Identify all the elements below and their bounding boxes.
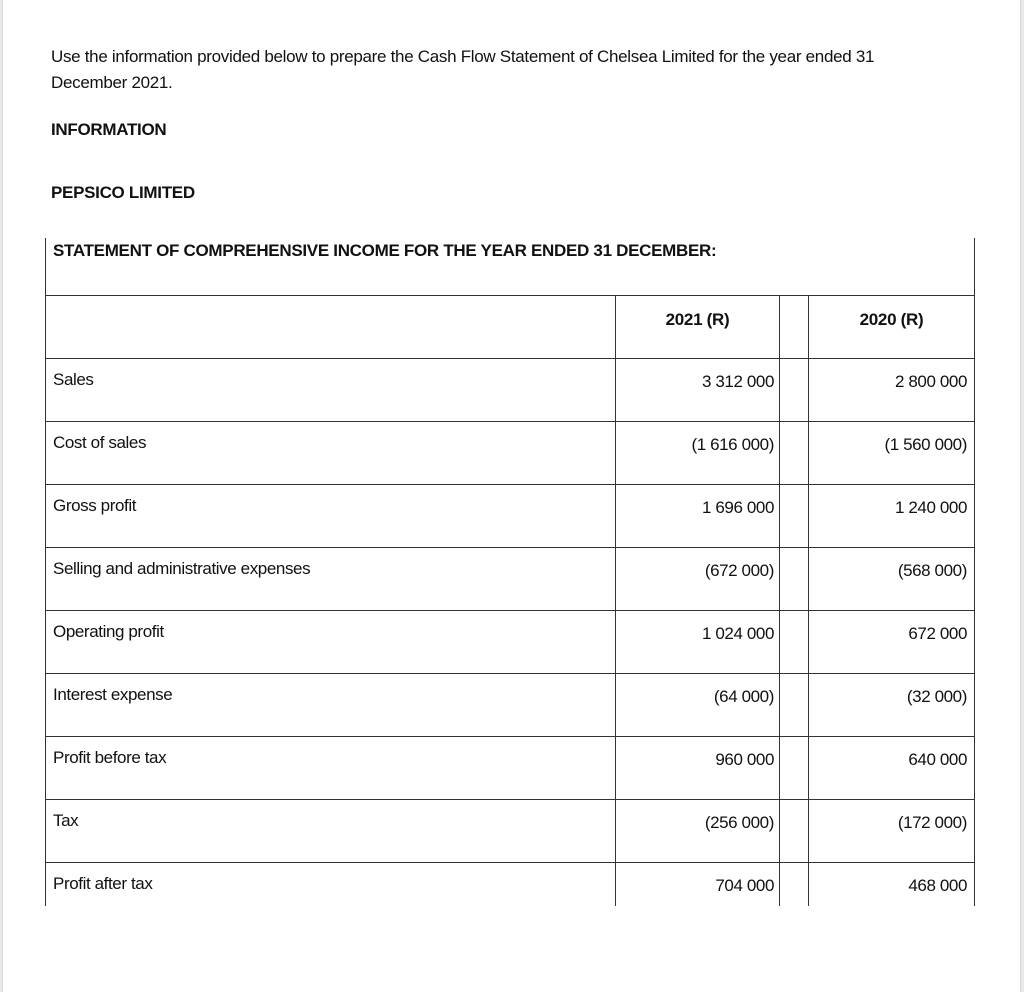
value-2021: 704 000 <box>715 876 774 895</box>
value-2021: 1 024 000 <box>701 624 774 643</box>
row-label: Sales <box>53 370 94 389</box>
value-2021: (672 000) <box>704 561 774 580</box>
column-header-2020: 2020 (R) <box>859 310 924 329</box>
value-2021: (256 000) <box>704 813 774 832</box>
value-2021: (64 000) <box>713 687 774 706</box>
instructions-line-1: Use the information provided below to prepare the Cash Flow Statement of Chelsea Limited for the year ended 31 <box>51 47 875 66</box>
value-2020: (32 000) <box>906 687 967 706</box>
instructions-line-2: December 2021. <box>51 73 173 92</box>
value-2020: (1 560 000) <box>884 435 967 454</box>
income-statement-table <box>45 238 975 906</box>
value-2020: (568 000) <box>897 561 967 580</box>
information-heading: INFORMATION <box>51 120 167 139</box>
value-2020: 640 000 <box>908 750 967 769</box>
row-divider <box>45 358 975 359</box>
instructions-paragraph <box>51 44 911 96</box>
column-header-2021: 2021 (R) <box>665 310 730 329</box>
document-page <box>2 0 1021 992</box>
row-divider <box>45 421 975 422</box>
row-divider <box>45 484 975 485</box>
row-label: Tax <box>53 811 79 830</box>
row-label: Cost of sales <box>53 433 147 452</box>
value-2021: 1 696 000 <box>701 498 774 517</box>
row-divider <box>45 736 975 737</box>
row-divider <box>45 673 975 674</box>
value-2020: 468 000 <box>908 876 967 895</box>
row-divider <box>45 295 975 296</box>
table-border-left <box>45 238 46 906</box>
row-divider <box>45 862 975 863</box>
value-2020: (172 000) <box>897 813 967 832</box>
table-border-right <box>974 238 975 906</box>
row-label: Interest expense <box>53 685 173 704</box>
row-divider <box>45 610 975 611</box>
value-2021: 3 312 000 <box>701 372 774 391</box>
value-2021: 960 000 <box>715 750 774 769</box>
row-divider <box>45 799 975 800</box>
row-divider <box>45 547 975 548</box>
row-label: Profit before tax <box>53 748 167 767</box>
row-label: Selling and administrative expenses <box>53 559 311 578</box>
company-name: PEPSICO LIMITED <box>51 183 195 202</box>
row-label: Gross profit <box>53 496 137 515</box>
row-label: Operating profit <box>53 622 164 641</box>
value-2020: 2 800 000 <box>894 372 967 391</box>
value-2020: 672 000 <box>908 624 967 643</box>
value-2020: 1 240 000 <box>894 498 967 517</box>
row-label: Profit after tax <box>53 874 153 893</box>
column-divider-2 <box>779 295 780 906</box>
table-title: STATEMENT OF COMPREHENSIVE INCOME FOR THE YEAR ENDED 31 DECEMBER: <box>53 241 717 260</box>
value-2021: (1 616 000) <box>691 435 774 454</box>
